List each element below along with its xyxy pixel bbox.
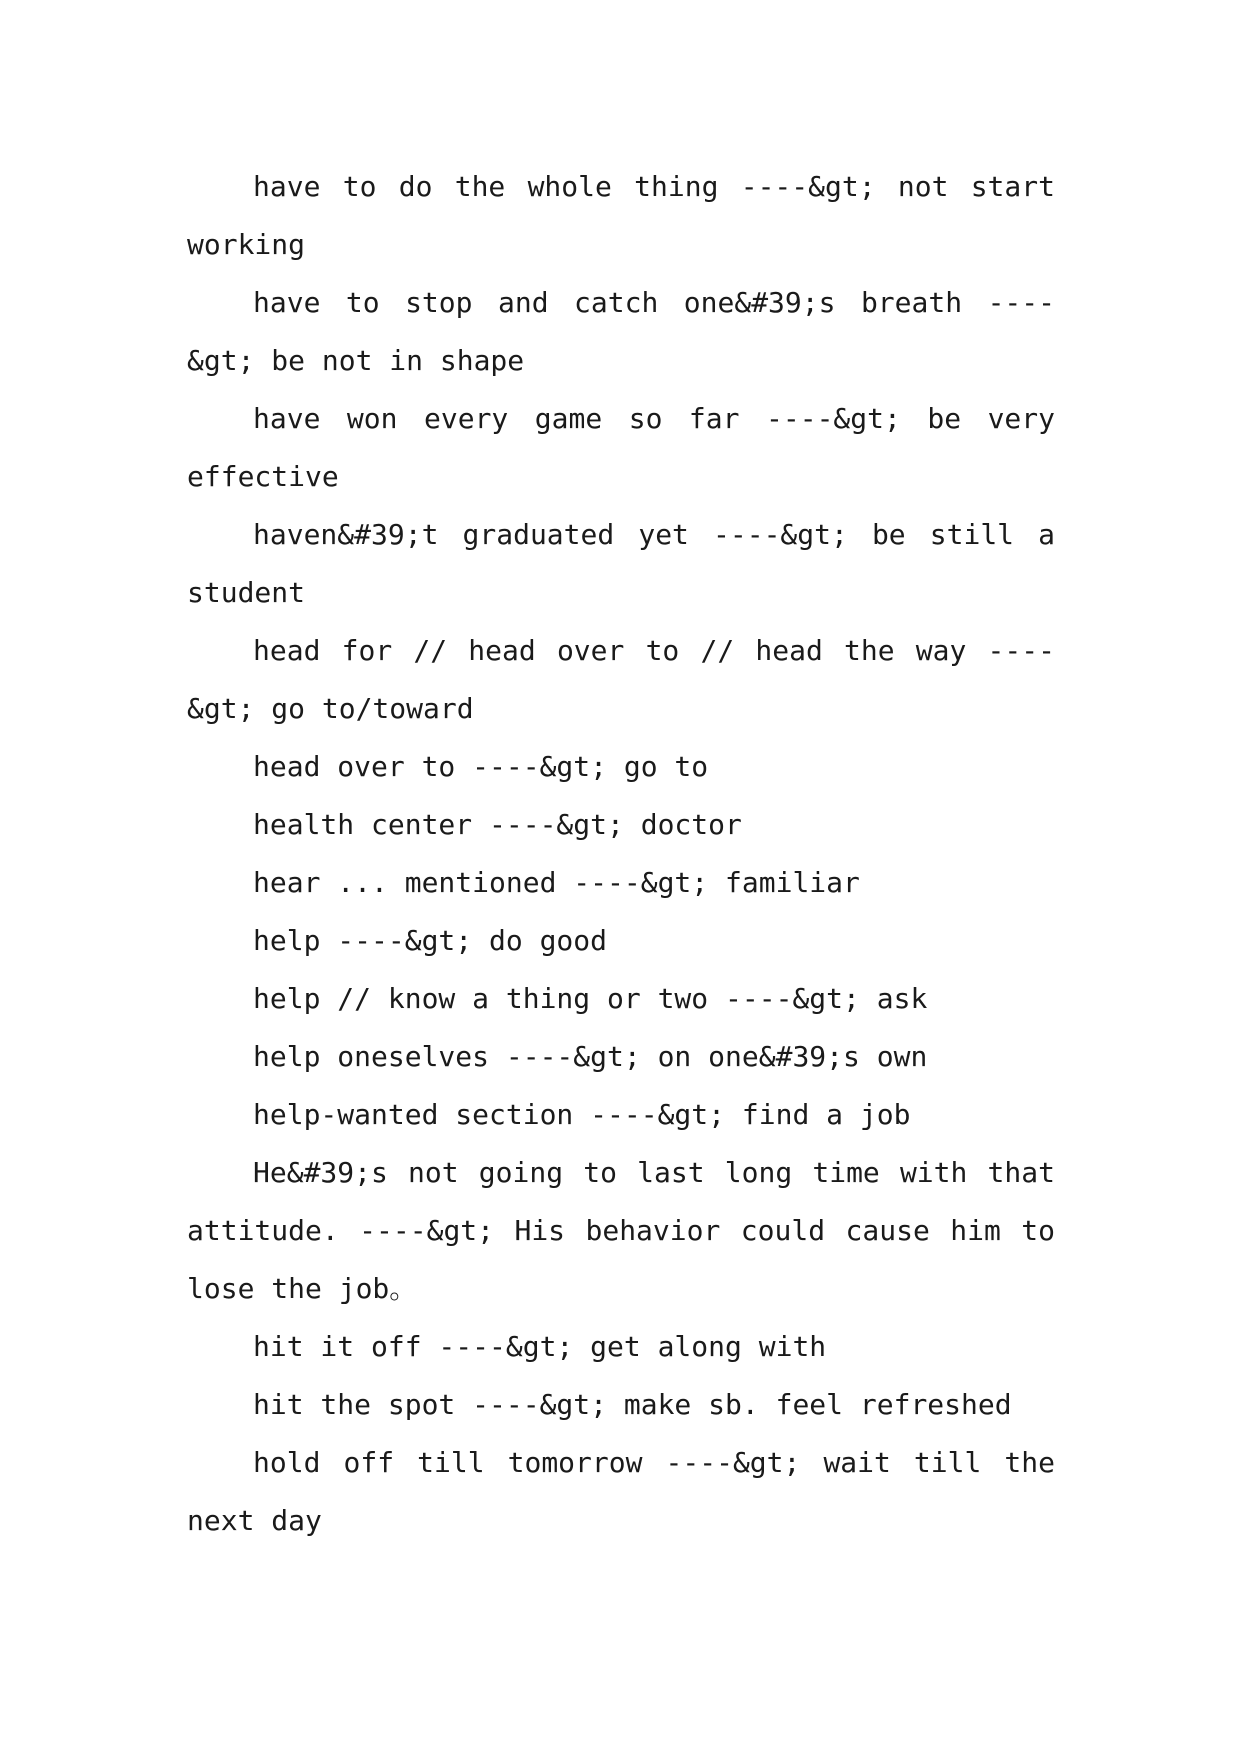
paragraph: hear ... mentioned ----&gt; familiar xyxy=(253,866,860,899)
document-page xyxy=(187,158,1055,1550)
paragraph: have to stop and catch one&#39;s breath ----&gt; be not in shape xyxy=(187,286,1055,377)
paragraph: help oneselves ----&gt; on one&#39;s own xyxy=(253,1040,928,1073)
paragraph: help-wanted section ----&gt; find a job xyxy=(253,1098,911,1131)
paragraph: head for // head over to // head the way ----&gt; go to/toward xyxy=(187,634,1055,725)
paragraph: have to do the whole thing ----&gt; not start working xyxy=(187,170,1055,261)
paragraph: He&#39;s not going to last long time with that attitude. ----&gt; His behavior could cause him to lose the job。 xyxy=(187,1156,1055,1305)
paragraph: head over to ----&gt; go to xyxy=(253,750,709,783)
paragraph: hit it off ----&gt; get along with xyxy=(253,1330,827,1363)
paragraph: help // know a thing or two ----&gt; ask xyxy=(253,982,928,1015)
paragraph: health center ----&gt; doctor xyxy=(253,808,742,841)
paragraph: haven&#39;t graduated yet ----&gt; be still a student xyxy=(187,518,1055,609)
paragraph: hold off till tomorrow ----&gt; wait till the next day xyxy=(187,1446,1055,1537)
paragraph: have won every game so far ----&gt; be very effective xyxy=(187,402,1055,493)
paragraph: hit the spot ----&gt; make sb. feel refreshed xyxy=(253,1388,1012,1421)
paragraph: help ----&gt; do good xyxy=(253,924,608,957)
